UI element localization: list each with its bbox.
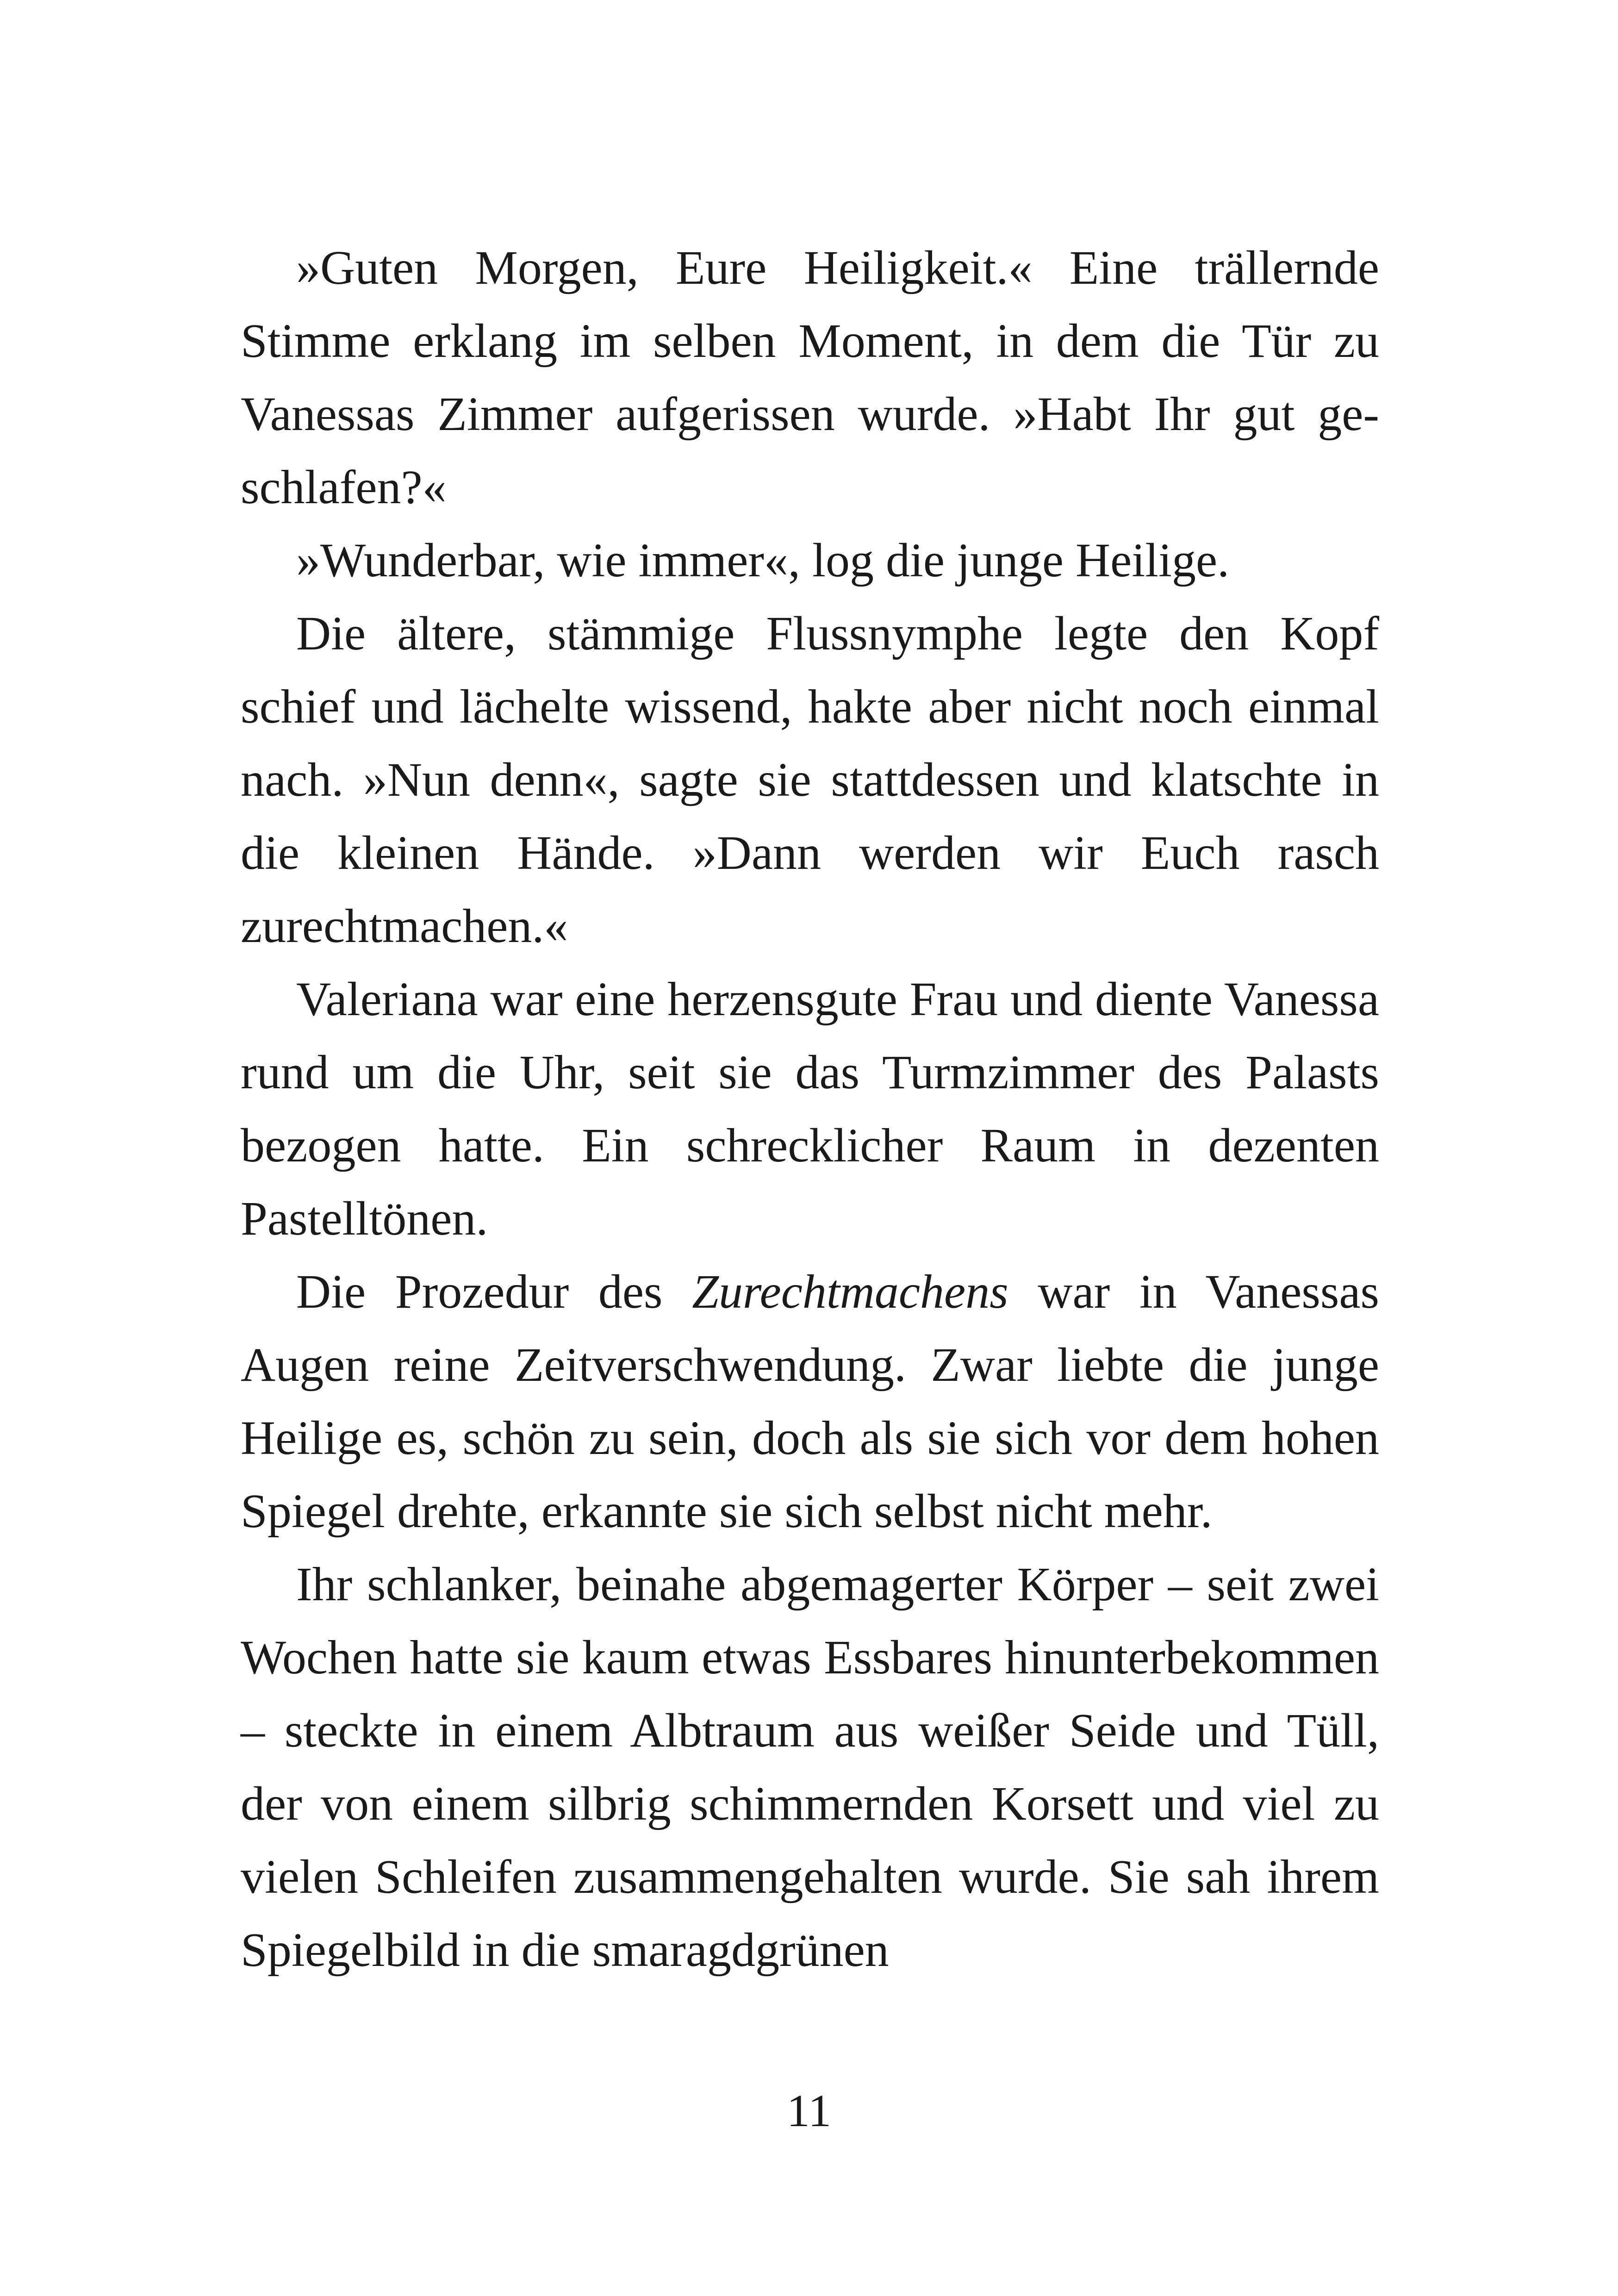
paragraph-4: Valeriana war eine herzensgute Frau und diente Vanessa rund um die Uhr, seit sie das Turmzimmer des Palasts bezogen hatte. Ein schrecklicher Raum in dezenten Pastelltönen. (241, 973, 1379, 1245)
paragraph-5-italic-term: Zurechtmachens (692, 1265, 1008, 1318)
paragraph-5-start: Die Prozedur des (296, 1265, 692, 1318)
body-text (241, 231, 1379, 1987)
page-number: 11 (786, 2085, 832, 2136)
paragraph-5-end: war in Vanessas Augen reine Zeitverschwendung. Zwar liebte die junge Heilige es, schön zu sein, doch als sie sich vor dem hohen Spiegel drehte, erkannte sie sich selbst nicht mehr. (241, 1265, 1379, 1538)
paragraph-5 (241, 1255, 1379, 1548)
paragraph-1: »Guten Morgen, Eure Heiligkeit.« Eine trällernde Stimme erklang im selben Moment, in dem die Tür zu Vanessas Zimmer aufgerissen wurde. »Habt Ihr gut geschlafen?« (241, 241, 1379, 514)
paragraph-3: Die ältere, stämmige Flussnymphe legte den Kopf schief und lächelte wissend, hakte aber nicht noch einmal nach. »Nun denn«, sagte sie stattdessen und klatschte in die kleinen Hände. »Dann werden wir Euch rasch zurechtmachen.« (241, 607, 1379, 953)
paragraph-2: »Wunderbar, wie immer«, log die junge Heilige. (296, 534, 1230, 587)
paragraph-6: Ihr schlanker, beinahe abgemagerter Körper – seit zwei Wochen hatte sie kaum etwas Essbares hinunterbekommen – steckte in einem Albtraum aus weißer Seide und Tüll, der von einem silbrig schimmernden Korsett und viel zu vielen Schleifen zusammengehalten wurde. Sie sah ihrem Spiegelbild in die smaragdgrünen (241, 1558, 1379, 1977)
